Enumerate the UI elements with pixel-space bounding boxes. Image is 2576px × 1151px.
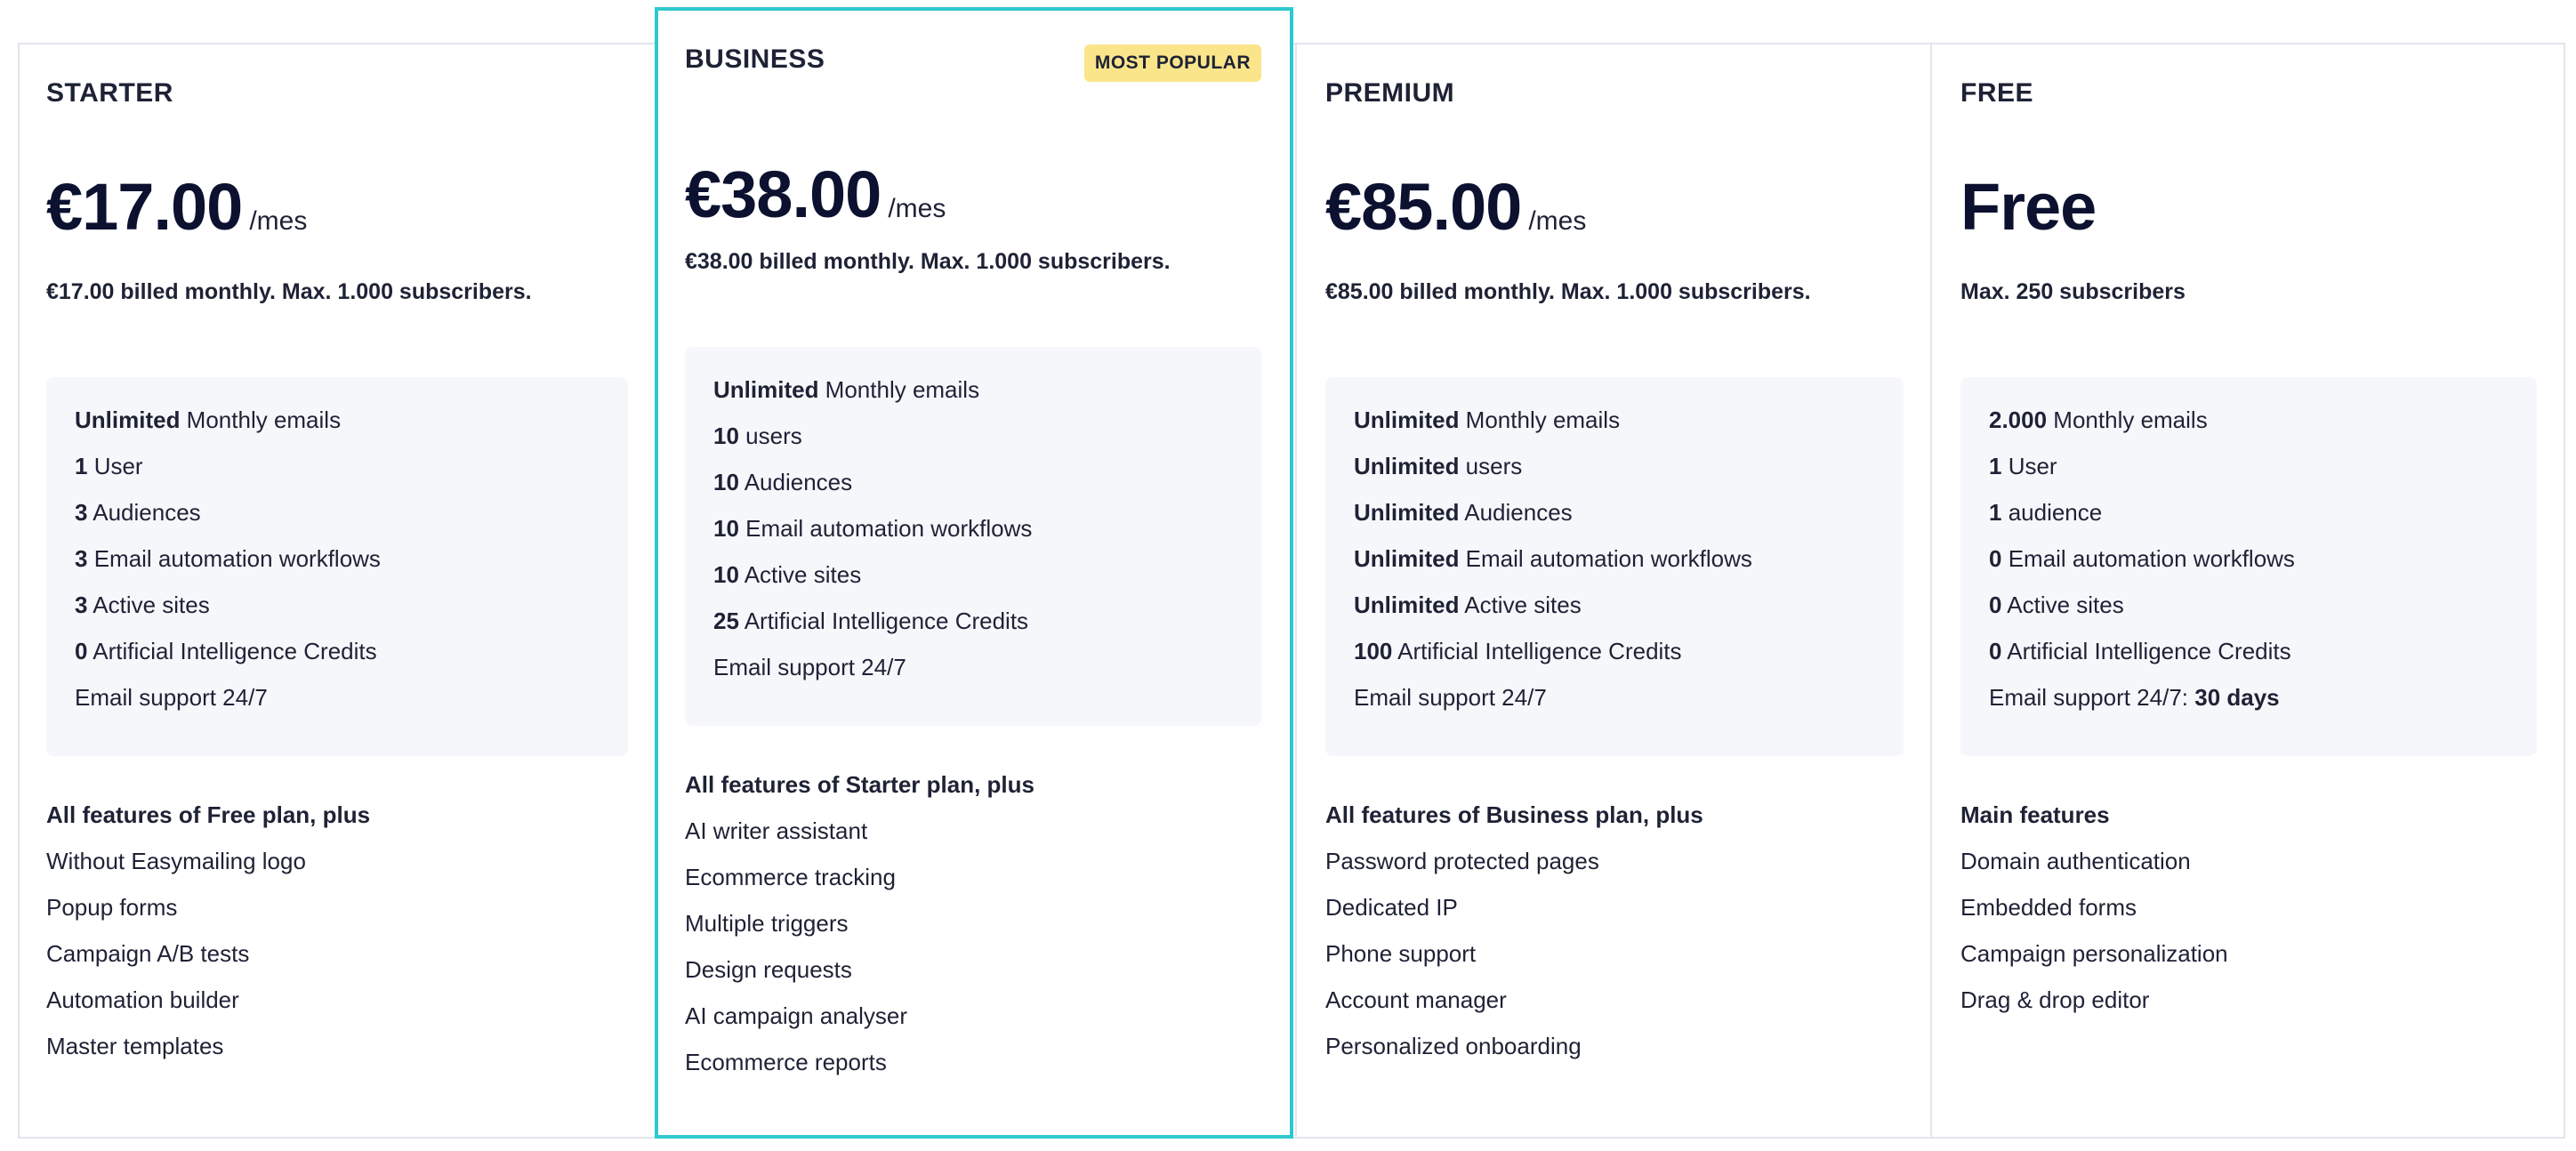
limit-item: Unlimited Active sites (1354, 592, 1582, 618)
plan-limits (46, 377, 628, 756)
limit-item: Email support 24/7: 30 days (1989, 684, 2280, 711)
limit-item: 3 Audiences (75, 499, 201, 526)
plan-features (685, 761, 1034, 1085)
feature-item: Ecommerce reports (685, 1049, 887, 1075)
plan-features (1960, 792, 2228, 1023)
limit-item: Email support 24/7 (1354, 684, 1547, 711)
limit-item: Unlimited Audiences (1354, 499, 1573, 526)
plan-card-free (1930, 43, 2565, 1139)
limit-item: Unlimited Monthly emails (75, 406, 342, 433)
limit-item: 0 Email automation workflows (1989, 545, 2295, 572)
features-title: Main features (1960, 801, 2110, 828)
billing-note: €85.00 billed monthly. Max. 1.000 subscribers. (1325, 279, 1811, 304)
price-row (1960, 169, 2096, 245)
limit-item: Unlimited Monthly emails (713, 376, 980, 403)
limit-item: 2.000 Monthly emails (1989, 406, 2208, 433)
plan-name: BUSINESS (685, 44, 825, 74)
limit-item: 0 Artificial Intelligence Credits (1989, 638, 2291, 664)
limit-item: 10 users (713, 423, 802, 449)
limit-item: Unlimited Monthly emails (1354, 406, 1621, 433)
limit-item: 3 Active sites (75, 592, 210, 618)
feature-item: AI writer assistant (685, 817, 868, 844)
plan-limits (685, 347, 1261, 726)
feature-item: Master templates (46, 1033, 224, 1059)
limit-item: Email support 24/7 (75, 684, 268, 711)
price-row (1325, 169, 1586, 245)
feature-item: Automation builder (46, 986, 239, 1013)
plan-limits (1960, 377, 2537, 756)
limit-item: 1 User (1989, 453, 2057, 479)
limit-item: Unlimited Email automation workflows (1354, 545, 1752, 572)
plan-price: €17.00 (46, 170, 243, 244)
price-period: /mes (249, 206, 308, 236)
limit-item: 1 audience (1989, 499, 2103, 526)
limit-item: 0 Artificial Intelligence Credits (75, 638, 377, 664)
plan-card-business (655, 7, 1293, 1139)
feature-item: Drag & drop editor (1960, 986, 2150, 1013)
feature-item: AI campaign analyser (685, 1002, 908, 1029)
plan-card-premium (1295, 43, 1932, 1139)
plan-card-starter (18, 43, 656, 1139)
feature-item: Ecommerce tracking (685, 864, 896, 890)
feature-item: Account manager (1325, 986, 1507, 1013)
most-popular-badge: MOST POPULAR (1084, 44, 1261, 82)
limit-item: 100 Artificial Intelligence Credits (1354, 638, 1682, 664)
feature-item: Design requests (685, 956, 852, 983)
plan-features (46, 792, 370, 1069)
billing-note: €38.00 billed monthly. Max. 1.000 subscribers. (685, 249, 1171, 274)
feature-item: Without Easymailing logo (46, 848, 306, 874)
limit-item: 1 User (75, 453, 143, 479)
plan-limits (1325, 377, 1904, 756)
plan-name: FREE (1960, 78, 2034, 108)
plan-price: €38.00 (685, 157, 881, 231)
limit-item: 25 Artificial Intelligence Credits (713, 608, 1029, 634)
features-title: All features of Business plan, plus (1325, 801, 1703, 828)
feature-item: Campaign personalization (1960, 940, 2228, 967)
limit-item: Unlimited users (1354, 453, 1523, 479)
plan-name: STARTER (46, 78, 173, 108)
feature-item: Domain authentication (1960, 848, 2191, 874)
features-title: All features of Starter plan, plus (685, 771, 1034, 798)
plan-name: PREMIUM (1325, 78, 1455, 108)
limit-item: 0 Active sites (1989, 592, 2124, 618)
price-period: /mes (1528, 206, 1587, 236)
price-row (46, 169, 307, 245)
price-period: /mes (888, 194, 946, 223)
billing-note: €17.00 billed monthly. Max. 1.000 subscribers. (46, 279, 532, 304)
billing-note: Max. 250 subscribers (1960, 279, 2186, 304)
limit-item: Email support 24/7 (713, 654, 906, 680)
feature-item: Phone support (1325, 940, 1477, 967)
feature-item: Personalized onboarding (1325, 1033, 1582, 1059)
feature-item: Password protected pages (1325, 848, 1599, 874)
plan-features (1325, 792, 1703, 1069)
limit-item: 10 Email automation workflows (713, 515, 1033, 542)
plan-price: €85.00 (1325, 170, 1522, 244)
feature-item: Multiple triggers (685, 910, 849, 937)
plan-price: Free (1960, 170, 2097, 244)
feature-item: Dedicated IP (1325, 894, 1458, 921)
limit-item: 10 Active sites (713, 561, 862, 588)
limit-item: 3 Email automation workflows (75, 545, 381, 572)
feature-item: Popup forms (46, 894, 178, 921)
feature-item: Embedded forms (1960, 894, 2137, 921)
limit-item: 10 Audiences (713, 469, 853, 495)
features-title: All features of Free plan, plus (46, 801, 371, 828)
feature-item: Campaign A/B tests (46, 940, 250, 967)
price-row (685, 157, 946, 232)
